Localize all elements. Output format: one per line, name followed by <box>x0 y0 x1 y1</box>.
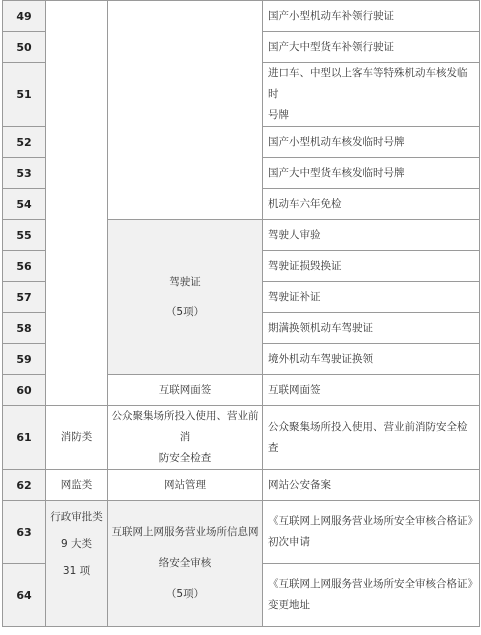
row-number: 56 <box>3 251 46 282</box>
table-row <box>3 501 480 564</box>
item-cell: 国产大中型货车核发临时号牌 <box>263 158 480 189</box>
row-number: 61 <box>3 406 46 470</box>
table-row <box>3 470 480 501</box>
category-cell <box>46 1 108 406</box>
subcategory-netbar: 互联网上网服务营业场所信息网 络安全审核 （5项） <box>108 501 263 627</box>
subcategory-online-sign: 互联网面签 <box>108 375 263 406</box>
category-net: 网监类 <box>46 470 108 501</box>
row-number: 64 <box>3 564 46 627</box>
row-number: 54 <box>3 189 46 220</box>
row-number: 63 <box>3 501 46 564</box>
row-number: 59 <box>3 344 46 375</box>
row-number: 62 <box>3 470 46 501</box>
item-cell: 《互联网上网服务营业场所安全审核合格证》 初次申请 <box>263 501 480 564</box>
service-table <box>2 0 480 627</box>
row-number: 58 <box>3 313 46 344</box>
category-fire: 消防类 <box>46 406 108 470</box>
table-row <box>3 406 480 470</box>
row-number: 50 <box>3 32 46 63</box>
item-cell: 期满换领机动车驾驶证 <box>263 313 480 344</box>
row-number: 51 <box>3 63 46 127</box>
item-cell: 公众聚集场所投入使用、营业前消防安全检查 <box>263 406 480 470</box>
row-number: 60 <box>3 375 46 406</box>
item-cell: 机动车六年免检 <box>263 189 480 220</box>
subcategory-site: 网站管理 <box>108 470 263 501</box>
category-admin: 行政审批类 9 大类 31 项 <box>46 501 108 627</box>
item-cell: 网站公安备案 <box>263 470 480 501</box>
item-cell: 国产大中型货车补领行驶证 <box>263 32 480 63</box>
item-cell: 驾驶人审验 <box>263 220 480 251</box>
row-number: 52 <box>3 127 46 158</box>
item-cell: 驾驶证补证 <box>263 282 480 313</box>
item-cell: 《互联网上网服务营业场所安全审核合格证》 变更地址 <box>263 564 480 627</box>
table-row <box>3 1 480 32</box>
item-cell: 进口车、中型以上客车等特殊机动车核发临时 号牌 <box>263 63 480 127</box>
item-cell: 国产小型机动车补领行驶证 <box>263 1 480 32</box>
item-cell: 国产小型机动车核发临时号牌 <box>263 127 480 158</box>
item-cell: 境外机动车驾驶证换领 <box>263 344 480 375</box>
row-number: 53 <box>3 158 46 189</box>
subcategory-license: 驾驶证 （5项） <box>108 220 263 375</box>
subcategory-fire: 公众聚集场所投入使用、营业前消 防安全检查 <box>108 406 263 470</box>
item-cell: 驾驶证损毁换证 <box>263 251 480 282</box>
subcategory-cell <box>108 1 263 220</box>
row-number: 55 <box>3 220 46 251</box>
item-cell: 互联网面签 <box>263 375 480 406</box>
row-number: 57 <box>3 282 46 313</box>
row-number: 49 <box>3 1 46 32</box>
